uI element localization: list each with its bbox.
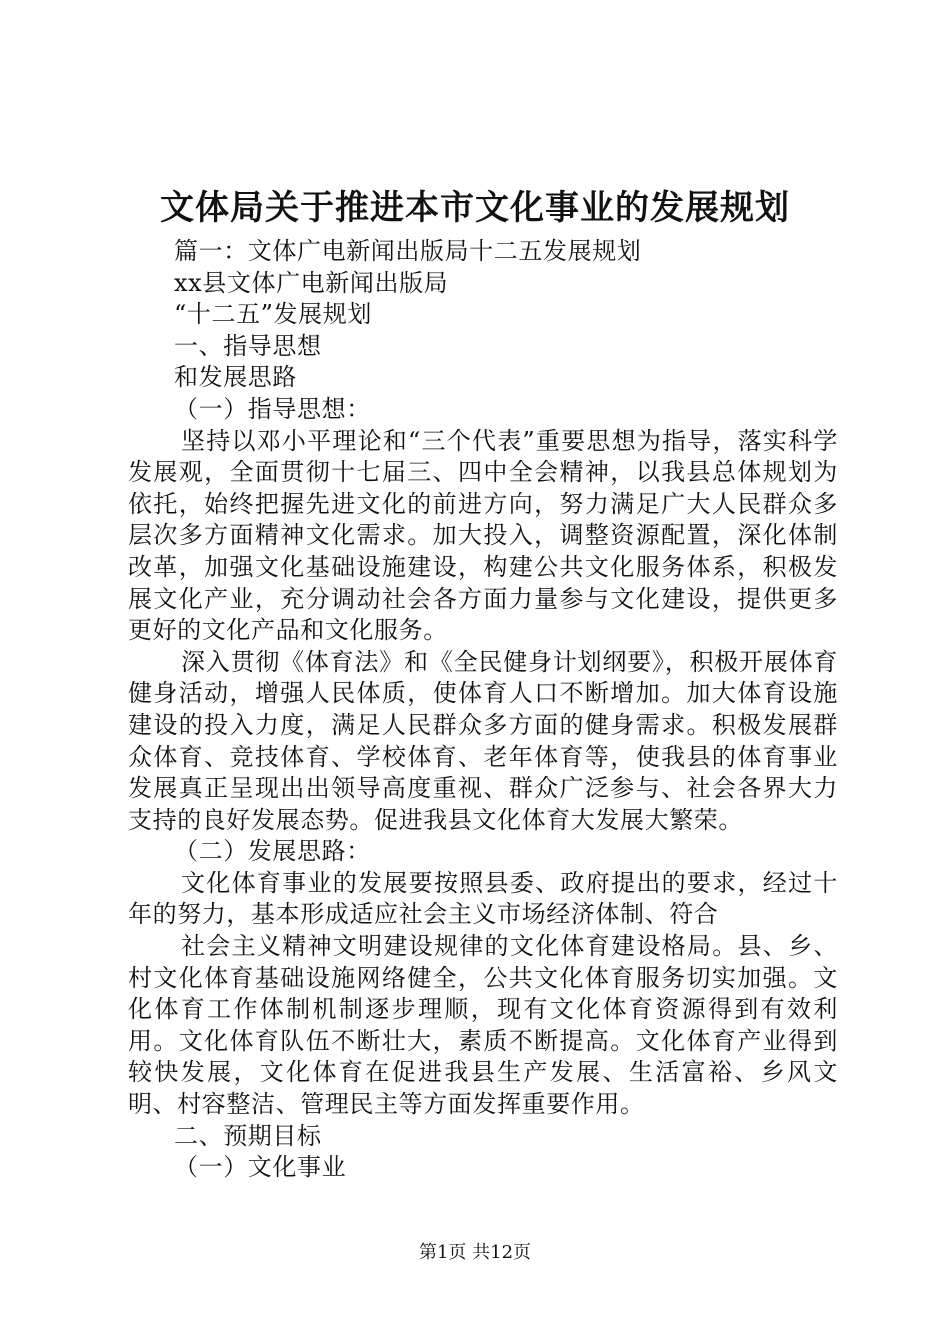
document-title: 文体局关于推进本市文化事业的发展规划	[160, 188, 790, 228]
paragraph: 深入贯彻《体育法》和《全民健身计划纲要》，积极开展体育健身活动，增强人民体质，使体育人口不断增加。加大体育设施建设的投入力度，满足人民群众多方面的健身需求。积极发展群众体育、竞技体育、学校体育、老年体育等，使我县的体育事业发展真正呈现出出领导高度重视、群众广泛参与、社会各界大力支持的良好发展态势。促进我县文化体育大发展大繁荣。	[128, 647, 838, 834]
sub-heading-development-ideas: （二）发展思路：	[174, 837, 371, 866]
paragraph: 社会主义精神文明建设规律的文化体育建设格局。县、乡、村文化体育基础设施网络健全，公共文化体育服务切实加强。文化体育工作体制机制逐步理顺，现有文化体育资源得到有效利用。文化体育队伍不断壮大，素质不断提高。文化体育产业得到较快发展，文化体育在促进我县生产发展、生活富裕、乡风文明、村容整洁、管理民主等方面发挥重要作用。	[128, 932, 838, 1119]
section-heading-2: 二、预期目标	[174, 1121, 322, 1150]
sub-heading-cultural-affairs: （一）文化事业	[174, 1153, 347, 1182]
organization-name: xx县文体广电新闻出版局	[174, 268, 449, 297]
paragraph: 文化体育事业的发展要按照县委、政府提出的要求，经过十年的努力，基本形成适应社会主义市场经济体制、符合	[128, 868, 838, 929]
article-subtitle: 篇一：文体广电新闻出版局十二五发展规划	[174, 237, 642, 265]
plan-name: “十二五”发展规划	[174, 300, 372, 329]
section-heading-1-continued: 和发展思路	[174, 363, 297, 392]
paragraph: 坚持以邓小平理论和“三个代表”重要思想为指导，落实科学发展观，全面贯彻十七届三、四中全会精神，以我县总体规划为依托，始终把握先进文化的前进方向，努力满足广大人民群众多层次多方面精神文化需求。加大投入，调整资源配置，深化体制改革，加强文化基础设施建设，构建公共文化服务体系，积极发展文化产业，充分调动社会各方面力量参与文化建设，提供更多更好的文化产品和文化服务。	[128, 426, 838, 645]
sub-heading-guiding-thought: （一）指导思想：	[174, 394, 371, 423]
section-heading-1: 一、指导思想	[174, 331, 322, 360]
document-body	[128, 236, 838, 1184]
page-number-footer: 第1页 共12页	[418, 1242, 532, 1263]
